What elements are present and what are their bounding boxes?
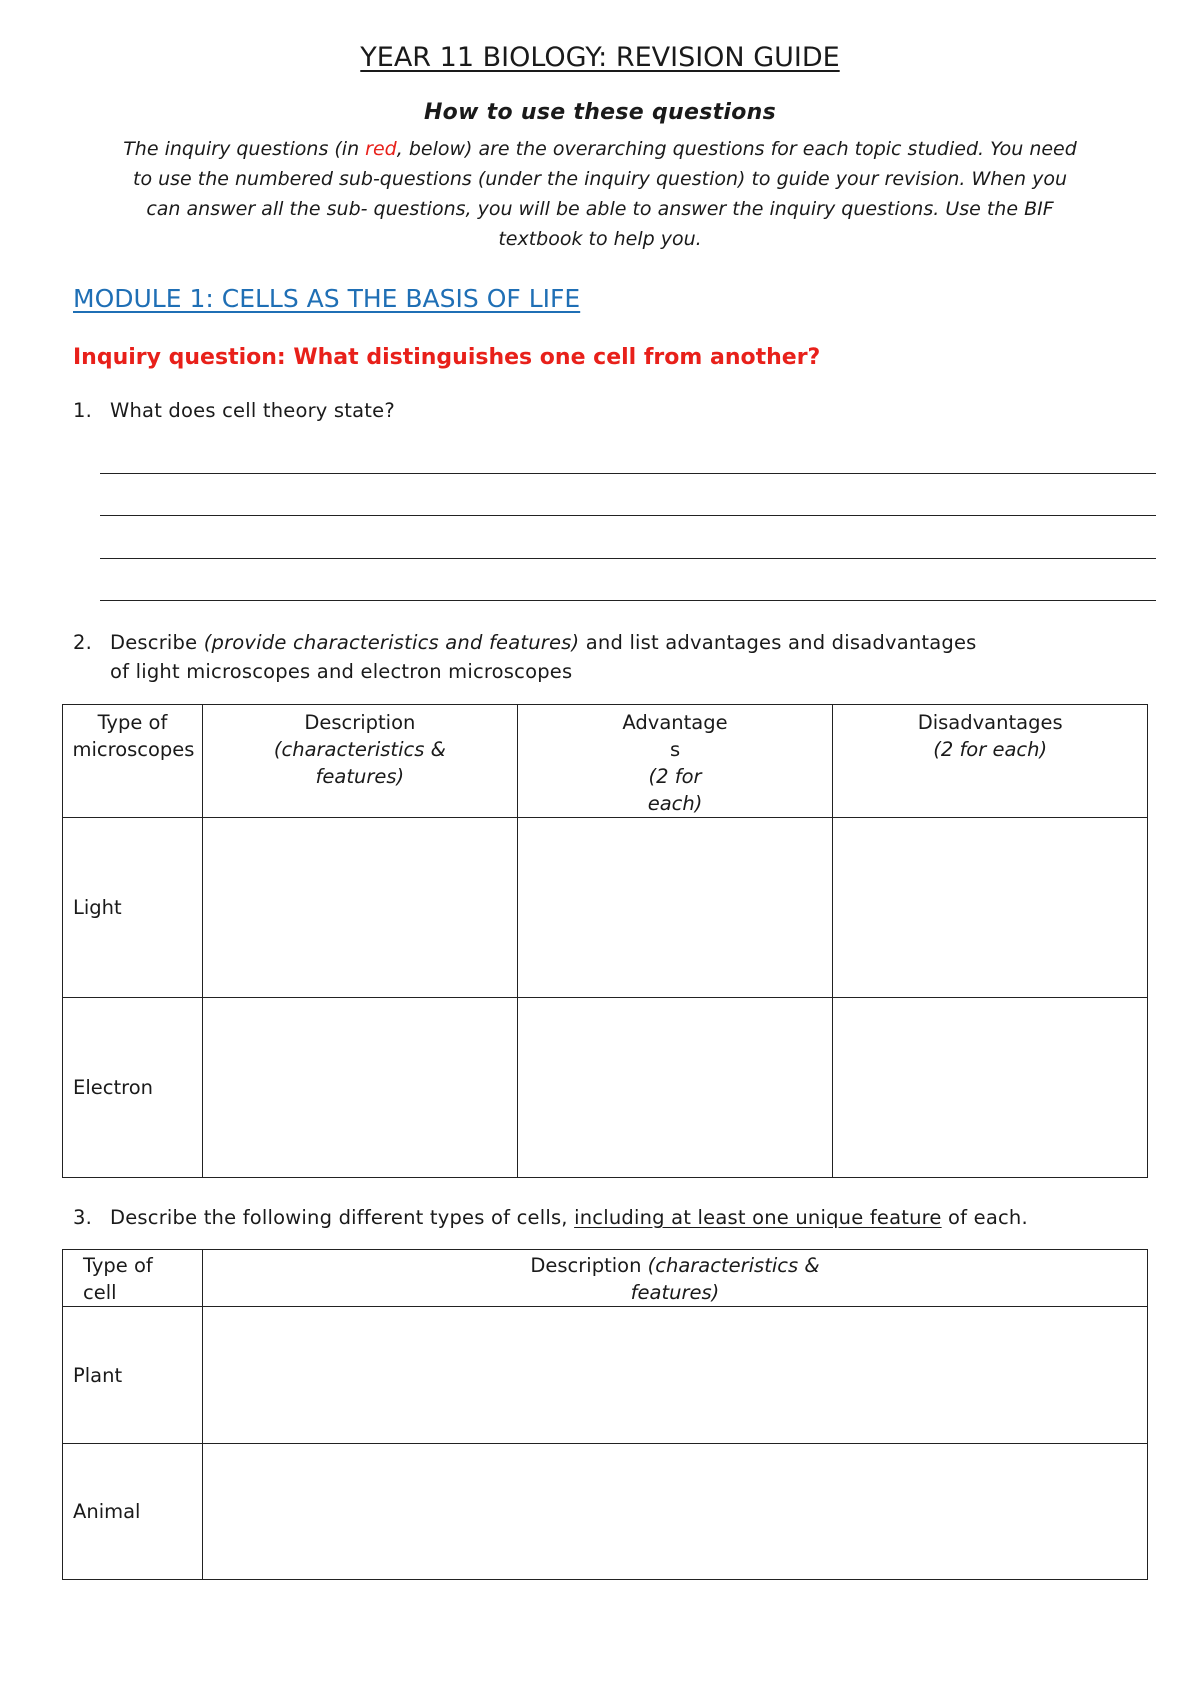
document-title: YEAR 11 BIOLOGY: REVISION GUIDE [360,42,840,73]
question-1-number: 1. [73,399,93,422]
header-type-label: Type of microscopes [72,711,195,761]
row-label-light: Light [63,818,203,998]
intro-red-word: red [365,138,397,160]
answer-cell[interactable] [517,818,833,998]
header-disadvantages-note: (2 for each) [933,738,1048,761]
instructions-heading: How to use these questions [423,100,777,125]
question-3-text-a: Describe the following different types of cells, [110,1206,575,1229]
header-disadvantages [833,705,1148,818]
table-header-row [63,705,1148,818]
answer-cell[interactable] [202,998,517,1178]
header-description [202,705,517,818]
question-2-text-italic: (provide characteristics and features) [203,631,580,654]
intro-text-end: , below) are the overarching questions for each topic studied. You need to use the numbered sub-questions (under the inquiry question) to guide your revision. When you can answer all the sub- questions, you will be able to answer the inquiry questions. Use the BIF textbook to help you. [133,138,1077,250]
intro-text-start: The inquiry questions (in [123,138,366,160]
answer-line [100,558,1156,559]
question-2-number: 2. [73,631,93,654]
instructions-paragraph [120,134,1080,254]
header-advantages-label: Advantages [622,711,728,761]
cell-types-table [62,1249,1148,1580]
question-2-text-b: and list advantages and disadvantages [579,631,977,654]
row-label-plant: Plant [63,1307,203,1444]
header-description-label: Description [304,711,416,734]
answer-line [100,600,1156,601]
question-1 [73,399,1073,427]
question-3-text [110,1206,1028,1229]
answer-line [100,473,1156,474]
table-header-row [63,1250,1148,1307]
header-advantages [517,705,833,818]
table-row [63,1307,1148,1444]
header-description-label: Description [530,1254,648,1277]
question-2-text [110,631,977,654]
question-3-text-b: of each. [941,1206,1028,1229]
row-label-electron: Electron [63,998,203,1178]
row-label-animal: Animal [63,1444,203,1580]
question-2-text-a: Describe [110,631,204,654]
question-2-text-line2: of light microscopes and electron microscopes [110,660,573,683]
answer-line [100,515,1156,516]
table-row [63,1444,1148,1580]
table-row [63,998,1148,1178]
table-row [63,818,1148,998]
answer-cell[interactable] [517,998,833,1178]
header-description-note: (characteristics & features) [630,1254,820,1304]
header-description-text [495,1252,855,1306]
answer-cell[interactable] [833,998,1148,1178]
question-3-text-underline: including at least one unique feature [574,1206,942,1229]
header-type-label: Type of cell [83,1254,153,1304]
header-type [63,705,203,818]
answer-cell[interactable] [202,818,517,998]
microscope-table [62,704,1148,1178]
header-type [63,1250,203,1307]
answer-cell[interactable] [202,1444,1147,1580]
header-description [202,1250,1147,1307]
header-description-note: (characteristics & features) [273,738,446,788]
question-3 [73,1206,1163,1236]
answer-cell[interactable] [202,1307,1147,1444]
question-2 [73,631,1153,691]
module-heading: MODULE 1: CELLS AS THE BASIS OF LIFE [73,284,581,313]
answer-cell[interactable] [833,818,1148,998]
header-advantages-note: (2 for each) [647,765,703,815]
header-disadvantages-label: Disadvantages [917,711,1063,734]
question-3-number: 3. [73,1206,93,1229]
question-1-text: What does cell theory state? [110,399,395,422]
inquiry-question: Inquiry question: What distinguishes one cell from another? [73,345,821,370]
